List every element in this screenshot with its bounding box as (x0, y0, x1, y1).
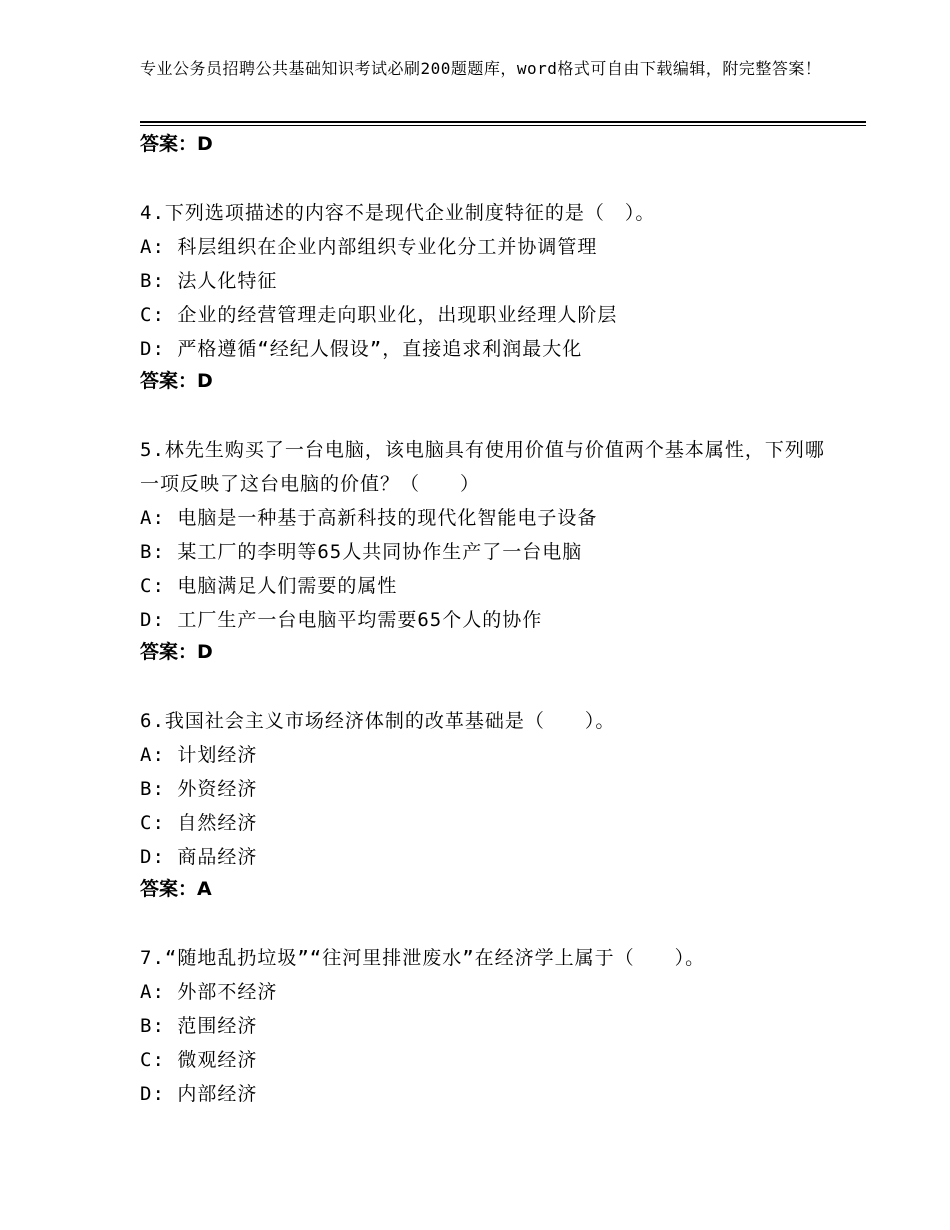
option-a: A: 外部不经济 (140, 981, 278, 1003)
question-item (140, 704, 840, 904)
question-stem: 4.下列选项描述的内容不是现代企业制度特征的是（ ）。 (140, 202, 656, 224)
option-a: A: 电脑是一种基于高新科技的现代化智能电子设备 (140, 507, 598, 529)
option-c: C: 自然经济 (140, 812, 258, 834)
option-c: C: 微观经济 (140, 1049, 258, 1071)
question-stem: 5.林先生购买了一台电脑，该电脑具有使用价值与价值两个基本属性，下列哪一项反映了这台电脑的价值？（ ） (140, 439, 825, 495)
answer-label: 答案：D (140, 133, 213, 155)
question-item (140, 433, 840, 667)
header-rule-thick (140, 121, 866, 123)
question-stem: 7.“随地乱扔垃圾”“往河里排泄废水”在经济学上属于（ ）。 (140, 947, 706, 969)
question-list (140, 128, 840, 1111)
option-d: D: 内部经济 (140, 1083, 258, 1105)
page-header: 专业公务员招聘公共基础知识考试必刷200题题库，word格式可自由下载编辑，附完整答案！ (140, 59, 822, 78)
question-item (140, 941, 840, 1111)
header-rule-thin (140, 125, 866, 126)
option-c: C: 电脑满足人们需要的属性 (140, 575, 398, 597)
option-c: C: 企业的经营管理走向职业化，出现职业经理人阶层 (140, 304, 618, 326)
option-a: A: 科层组织在企业内部组织专业化分工并协调管理 (140, 236, 598, 258)
answer-label: 答案：D (140, 641, 213, 663)
option-b: B: 某工厂的李明等65人共同协作生产了一台电脑 (140, 541, 583, 563)
option-d: D: 工厂生产一台电脑平均需要65个人的协作 (140, 609, 543, 631)
option-b: B: 外资经济 (140, 778, 258, 800)
option-d: D: 商品经济 (140, 846, 258, 868)
question-stem: 6.我国社会主义市场经济体制的改革基础是（ ）。 (140, 710, 616, 732)
answer-label: 答案：A (140, 878, 212, 900)
option-b: B: 法人化特征 (140, 270, 278, 292)
answer-label: 答案：D (140, 370, 213, 392)
option-d: D: 严格遵循“经纪人假设”，直接追求利润最大化 (140, 338, 583, 360)
option-a: A: 计划经济 (140, 744, 258, 766)
question-item (140, 196, 840, 396)
option-b: B: 范围经济 (140, 1015, 258, 1037)
